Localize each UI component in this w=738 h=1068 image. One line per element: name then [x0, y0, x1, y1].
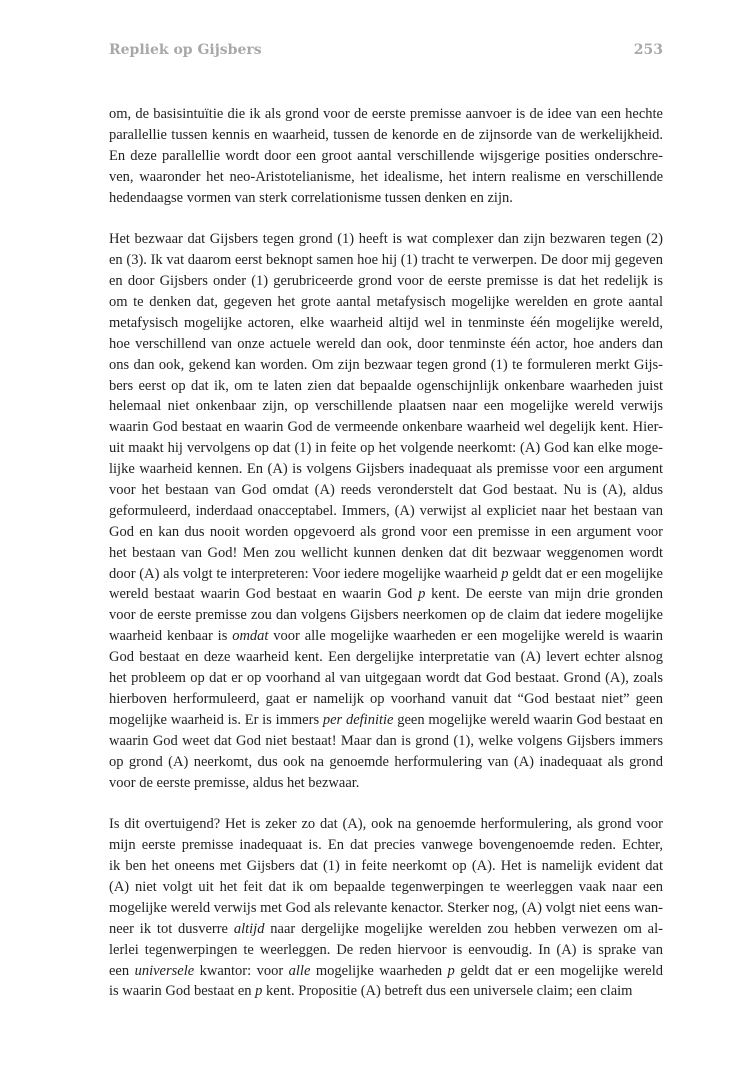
- text-line: [109, 605, 663, 626]
- text-line: [109, 459, 663, 480]
- text-run: voor het bestaan van God omdat (A) reeds veronderstelt dat God bestaat. Nu is (A), aldus: [109, 482, 663, 499]
- text-line: [109, 647, 663, 668]
- text-line: [109, 334, 663, 355]
- text-run: helemaal niet onkenbaar zijn, op verschillende plaatsen naar een mogelijke wereld verwijs: [109, 398, 663, 415]
- text-run: voor alle mogelijke waarheden er een mogelijke wereld is waarin: [268, 628, 664, 645]
- text-line: [109, 417, 663, 438]
- text-line: [109, 961, 663, 982]
- text-run: lerlei tegenwerpingen te weerleggen. De reden hiervoor is eenvoudig. In (A) is sprake van: [109, 941, 663, 958]
- text-run: bers eerst op dat ik, om te laten zien dat bepaalde ogenschijnlijk onkenbare waarheden juist: [109, 377, 663, 394]
- text-run: om te denken dat, gegeven het grote aantal metafysisch mogelijke werelden en grote aantal: [109, 294, 663, 311]
- text-line: [109, 940, 663, 961]
- text-line: [109, 877, 663, 898]
- paragraph: [109, 229, 663, 793]
- text-run: waarheid kenbaar is: [109, 628, 233, 645]
- text-run: op grond (A) neerkomt, dus ook na genoemde herformulering van (A) inadequaat als grond: [109, 753, 663, 770]
- text-run: (A) niet volgt uit het feit dat ik om bepaalde tegenwerpingen te weerleggen vaak naar een: [109, 878, 663, 895]
- text-run: en (3). Ik vat daarom eerst beknopt samen hoe hij (1) tracht te verwerpen. De door mij gegeven: [109, 252, 663, 269]
- text-line: [109, 668, 663, 689]
- text-run: waarin God weet dat God niet bestaat! Maar dan is grond (1), welke volgens Gijsbers immers: [109, 732, 663, 749]
- text-run: metafysisch mogelijke actoren, elke waarheid altijd wel in tenminste één mogelijke wereld,: [109, 314, 663, 331]
- text-run: en door Gijsbers onder (1) gerubriceerde grond voor de eerste premisse is dat het redelijk is: [109, 273, 663, 290]
- italic-text: omdat: [232, 628, 269, 645]
- italic-text: p: [255, 983, 263, 1000]
- text-run: kent. De eerste van mijn drie gronden: [425, 586, 663, 603]
- text-run: kent. Propositie (A) betreft dus een universele claim; een claim: [262, 983, 633, 1000]
- italic-text: universele: [134, 962, 195, 979]
- text-run: geldt dat er een mogelijke wereld: [454, 962, 664, 979]
- italic-text: alle: [288, 962, 311, 979]
- text-line: [109, 898, 663, 919]
- text-line: [109, 146, 663, 167]
- text-run: En deze parallellie wordt door een groot aantal verschillende wijsgerige posities onderschre-: [109, 147, 663, 164]
- text-line: [109, 689, 663, 710]
- text-run: hoe verschillend van onze actuele wereld dan ook, door tenminste één actor, hoe anders dan: [109, 335, 663, 352]
- text-run: Het bezwaar dat Gijsbers tegen grond (1) heeft is wat complexer dan zijn bezwaren tegen (2): [109, 231, 663, 248]
- text-line: [109, 626, 663, 647]
- text-run: een: [109, 962, 135, 979]
- text-run: parallellie tussen kennis en waarheid, tussen de kenorde en de zijnsorde van de werkelijkheid.: [109, 126, 663, 143]
- page-number: 253: [633, 42, 663, 58]
- italic-text: p: [418, 586, 426, 603]
- text-run: God bestaat en deze waarheid kent. Een dergelijke interpretatie van (A) levert echter alsnog: [109, 649, 663, 666]
- text-run: naar dergelijke mogelijke werelden zou hebben verwezen om al-: [264, 920, 663, 937]
- text-run: is waarin God bestaat en: [109, 983, 256, 1000]
- text-run: Is dit overtuigend? Het is zeker zo dat (A), ook na genoemde herformulering, als grond voor: [109, 816, 663, 833]
- text-run: voor de eerste premisse zou dan volgens Gijsbers neerkomen op de claim dat iedere mogelijke: [109, 607, 663, 624]
- paragraph: [109, 104, 663, 208]
- text-line: [109, 167, 663, 188]
- text-line: [109, 981, 663, 1002]
- text-line: [109, 313, 663, 334]
- text-run: het bestaan van God! Men zou wellicht kunnen denken dat dit bezwaar weggenomen wordt: [109, 544, 663, 561]
- text-line: [109, 814, 663, 835]
- text-run: geldt dat er een mogelijke: [508, 565, 663, 582]
- text-line: [109, 522, 663, 543]
- text-run: mogelijke wereld verwijs met God als relevante kenactor. Sterker nog, (A) volgt niet eens wan-: [109, 899, 663, 916]
- text-line: [109, 480, 663, 501]
- text-run: het probleem op dat er op voorhand al van uitgegaan wordt dat God bestaat. Grond (A), zoals: [109, 670, 663, 687]
- text-run: kwantor: voor: [194, 962, 289, 979]
- text-run: lijke waarheid kennen. En (A) is volgens Gijsbers inadequaat als premisse voor een argument: [109, 461, 663, 478]
- text-run: God en kan dus nooit worden opgevoerd als grond voor een premisse in een argument voor: [109, 523, 663, 540]
- text-run: waarin God bestaat en waarin God de vermeende onkenbare waarheid wel degelijk kent. Hier-: [109, 419, 663, 436]
- text-line: [109, 752, 663, 773]
- text-run: neer ik tot dusverre: [109, 920, 234, 937]
- text-run: mogelijke waarheid is. Er is immers: [109, 711, 323, 728]
- text-line: [109, 104, 663, 125]
- text-line: [109, 355, 663, 376]
- text-run: voor de eerste premisse, aldus het bezwaar.: [109, 774, 360, 791]
- body-text: [109, 104, 663, 1023]
- text-line: [109, 376, 663, 397]
- text-line: [109, 501, 663, 522]
- text-run: om, de basisintuïtie die ik als grond voor de eerste premisse aanvoer is de idee van een hechte: [109, 106, 663, 122]
- text-line: [109, 543, 663, 564]
- text-line: [109, 919, 663, 940]
- text-line: [109, 125, 663, 146]
- text-line: [109, 292, 663, 313]
- text-line: [109, 396, 663, 417]
- running-title: Repliek op Gijsbers: [109, 42, 262, 58]
- text-run: ven, waaronder het neo-Aristotelianisme, het idealisme, het intern realisme en verschillende: [109, 168, 663, 185]
- paragraph: [109, 814, 663, 1002]
- text-line: [109, 710, 663, 731]
- text-run: hedendaagse vormen van sterk correlationisme tussen denken en zijn.: [109, 189, 513, 206]
- text-run: geen mogelijke wereld waarin God bestaat en: [393, 711, 663, 728]
- text-run: ons dan ook, gekend kan worden. Om zijn bezwaar tegen grond (1) te formuleren merkt Gijs-: [109, 356, 663, 373]
- running-head: [109, 42, 663, 62]
- italic-text: per definitie: [322, 711, 394, 728]
- text-line: [109, 438, 663, 459]
- italic-text: p: [447, 962, 455, 979]
- text-run: uit maakt hij vervolgens op dat (1) in feite op het volgende neerkomt: (A) God kan elke moge-: [109, 440, 663, 457]
- text-run: wereld bestaat waarin God bestaat en waarin God: [109, 586, 419, 603]
- italic-text: p: [501, 565, 509, 582]
- text-run: mogelijke waarheden: [310, 962, 448, 979]
- text-line: [109, 229, 663, 250]
- text-line: [109, 835, 663, 856]
- text-run: door (A) als volgt te interpreteren: Voor iedere mogelijke waarheid: [109, 565, 502, 582]
- text-line: [109, 856, 663, 877]
- text-run: mijn eerste premisse inadequaat is. En dat precies vanwege bovengenoemde reden. Echter,: [109, 837, 663, 854]
- text-line: [109, 584, 663, 605]
- text-run: geformuleerd, inderdaad onacceptabel. Immers, (A) verwijst al expliciet naar het bestaan van: [109, 502, 663, 519]
- text-line: [109, 188, 663, 209]
- text-line: [109, 250, 663, 271]
- text-run: hierboven herformuleerd, gaat er namelijk op voorhand vanuit dat “God bestaat niet” geen: [109, 690, 663, 707]
- italic-text: altijd: [233, 920, 265, 937]
- text-line: [109, 564, 663, 585]
- text-line: [109, 773, 663, 794]
- text-run: ik ben het oneens met Gijsbers dat (1) in feite neerkomt op (A). Het is namelijk evident dat: [109, 858, 663, 875]
- text-line: [109, 731, 663, 752]
- text-line: [109, 271, 663, 292]
